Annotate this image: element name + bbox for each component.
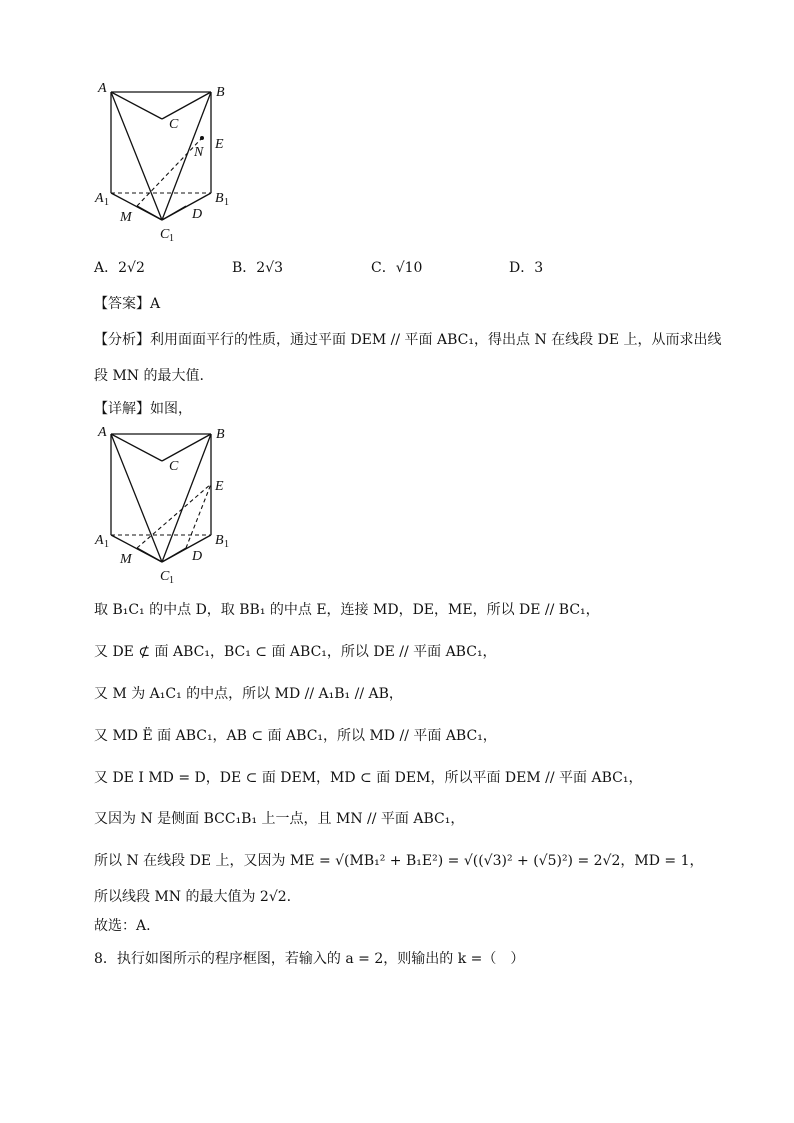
step-7: 所以 N 在线段 DE 上，又因为 ME = √(MB₁² + B₁E²) = √((√3)² + (√5)²) = 2√2，MD = 1， xyxy=(94,853,704,869)
step-3: 又 M 为 A₁C₁ 的中点，所以 MD // A₁B₁ // AB， xyxy=(94,686,403,702)
answer-line: 【答案】A xyxy=(94,296,161,312)
option-a: A．2√2 xyxy=(94,260,145,276)
label-B: B xyxy=(216,427,225,442)
svg-text:1: 1 xyxy=(169,233,174,244)
prism-figure-1 xyxy=(90,78,240,248)
label-C: C xyxy=(169,117,179,132)
label-A: A xyxy=(98,425,107,440)
step-9: 故选：A. xyxy=(94,918,151,934)
label-C1: C xyxy=(160,227,170,242)
svg-text:1: 1 xyxy=(169,575,174,586)
detail-header: 【详解】如图， xyxy=(94,401,192,417)
analysis-line-1: 【分析】利用面面平行的性质，通过平面 DEM // 平面 ABC₁，得出点 N 在线段 DE 上，从而求出线 xyxy=(94,332,722,348)
label-E: E xyxy=(215,137,224,152)
label-A1: A xyxy=(95,191,104,206)
option-b: B．2√3 xyxy=(232,260,284,276)
label-E: E xyxy=(215,479,224,494)
label-D: D xyxy=(192,549,203,564)
option-c: C．√10 xyxy=(371,260,423,276)
label-M: M xyxy=(120,210,132,225)
label-B1: B xyxy=(215,191,224,206)
prism-figure-2 xyxy=(90,420,240,590)
step-8: 所以线段 MN 的最大值为 2√2. xyxy=(94,889,292,905)
label-C: C xyxy=(169,459,179,474)
step-4: 又 MD Ë 面 ABC₁，AB ⊂ 面 ABC₁，所以 MD // 平面 ABC₁， xyxy=(94,728,497,744)
svg-text:1: 1 xyxy=(224,539,229,550)
step-5: 又 DE I MD = D，DE ⊂ 面 DEM，MD ⊂ 面 DEM，所以平面 DEM // 平面 ABC₁， xyxy=(94,770,643,786)
label-M: M xyxy=(120,552,132,567)
step-6: 又因为 N 是侧面 BCC₁B₁ 上一点，且 MN // 平面 ABC₁， xyxy=(94,811,465,827)
question-8: 8．执行如图所示的程序框图，若输入的 a = 2，则输出的 k =（ ） xyxy=(94,951,525,967)
label-B: B xyxy=(216,85,225,100)
label-B1: B xyxy=(215,533,224,548)
label-N: N xyxy=(194,145,204,160)
svg-text:1: 1 xyxy=(224,197,229,208)
step-2: 又 DE ⊄ 面 ABC₁，BC₁ ⊂ 面 ABC₁，所以 DE // 平面 ABC₁， xyxy=(94,644,497,660)
option-d: D．3 xyxy=(509,260,544,276)
svg-text:1: 1 xyxy=(104,197,109,208)
label-C1: C xyxy=(160,569,170,584)
step-1: 取 B₁C₁ 的中点 D，取 BB₁ 的中点 E，连接 MD，DE，ME，所以 DE // BC₁， xyxy=(94,602,600,618)
svg-text:1: 1 xyxy=(104,539,109,550)
label-D: D xyxy=(192,207,203,222)
analysis-line-2: 段 MN 的最大值. xyxy=(94,368,204,384)
label-A1: A xyxy=(95,533,104,548)
label-A: A xyxy=(98,81,107,96)
